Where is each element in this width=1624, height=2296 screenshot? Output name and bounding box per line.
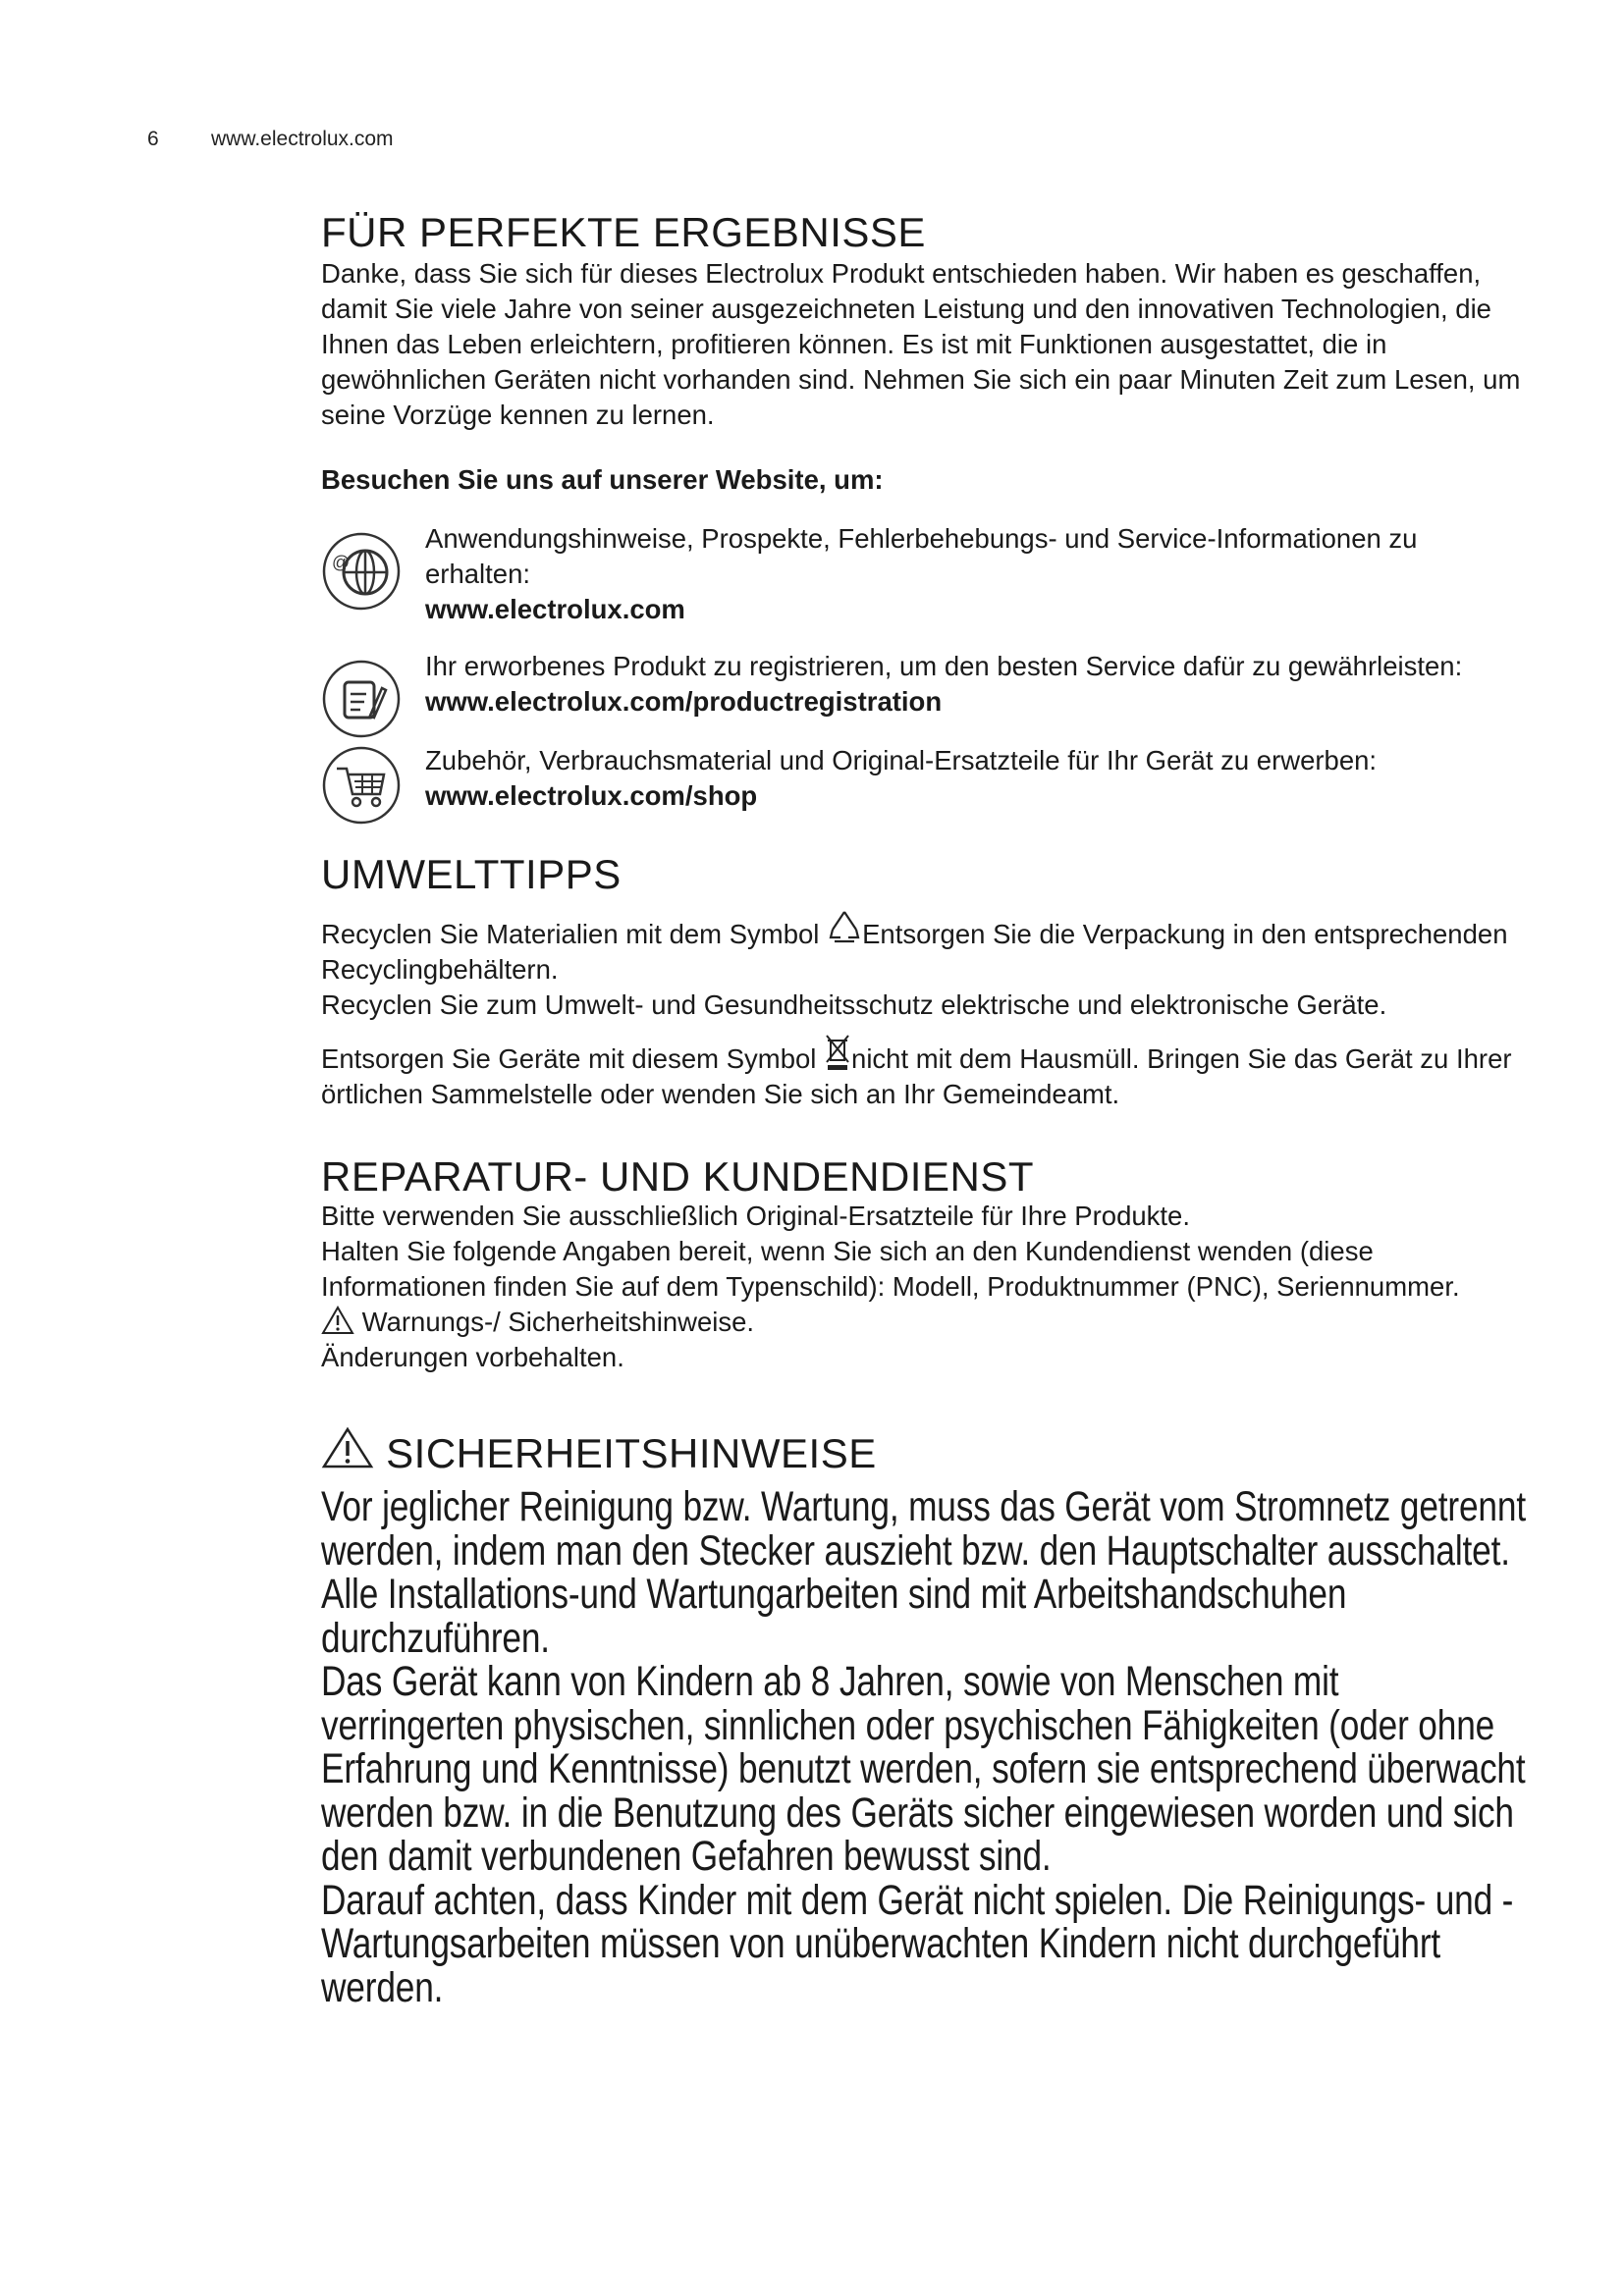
- disposal-instructions: nicht mit dem Hausmüll. Bringen Sie das Gerät zu Ihrer örtlichen Sammelstelle oder wenden Sie sich an Ihr Gemeindeamt.: [321, 1043, 1512, 1109]
- safety-paragraph-1: Vor jeglicher Reinigung bzw. Wartung, muss das Gerät vom Stromnetz getrennt werden, indem man den Stecker auszieht bzw. den Hauptschalter ausschaltet.: [321, 1483, 1526, 1575]
- item-text: Anwendungshinweise, Prospekte, Fehlerbehebungs- und Service-Informationen zu erhalten:: [425, 523, 1418, 589]
- disposal-text: Entsorgen Sie Geräte mit diesem Symbol: [321, 1043, 817, 1074]
- service-line-2: Halten Sie folgende Angaben bereit, wenn Sie sich an den Kundendienst wenden (diese Informationen finden Sie auf dem Typenschild): Modell, Produktnummer (PNC), Seriennummer.: [321, 1236, 1460, 1302]
- warning-triangle-icon: [321, 1426, 374, 1469]
- item-text: Zubehör, Verbrauchsmaterial und Original-Ersatzteile für Ihr Gerät zu erwerben:: [425, 745, 1378, 775]
- packaging-text: Entsorgen Sie die Verpackung in den entsprechenden Recyclingbehältern.: [321, 919, 1508, 985]
- registration-form-icon: [321, 659, 402, 739]
- warning-triangle-icon: [321, 1306, 354, 1335]
- visit-heading: Besuchen Sie uns auf unserer Website, um:: [321, 464, 884, 495]
- recycling-icon: [827, 908, 862, 947]
- safety-title-text: SICHERHEITSHINWEISE: [386, 1430, 877, 1476]
- section-results: [321, 211, 1529, 814]
- website-item-registration: [321, 649, 1529, 720]
- recycle-text: Recyclen Sie Materialien mit dem Symbol: [321, 919, 820, 949]
- section-title-safety: [321, 1426, 1529, 1475]
- page-number: 6: [147, 128, 159, 150]
- intro-text: Danke, dass Sie sich für dieses Electrolux Produkt entschieden haben. Wir haben es geschaffen, damit Sie viele Jahre von seiner ausgezeichneten Leistung und den innovativen Technologien, die Ihnen das Leben erleichtern, profitieren können. Es ist mit Funktionen ausgestattet, die in gewöhnlichen Geräten nicht vorhanden sind. Nehmen Sie sich ein paar Minuten Zeit zum Lesen, um seine Vorzüge kennen zu lernen.: [321, 258, 1521, 430]
- section-title-environment: UMWELTTIPPS: [321, 851, 622, 897]
- item-link[interactable]: www.electrolux.com/shop: [425, 780, 758, 811]
- page-header: [147, 128, 394, 151]
- safety-paragraph-2: Alle Installations-und Wartungarbeiten sind mit Arbeitshandschuhen durchzuführen.: [321, 1571, 1347, 1662]
- safety-paragraph-3: Das Gerät kann von Kindern ab 8 Jahren, sowie von Menschen mit verringerten physischen, sinnlichen oder psychischen Fähigkeiten (oder ohne Erfahrung und Kenntnisse) benutzt werden, sofern sie entsprechend überwacht werden bzw. in die Benutzung des Geräts sicher eingewiesen worden und sich den damit verbundenen Gefahren bewusst sind.: [321, 1658, 1526, 1880]
- item-link[interactable]: www.electrolux.com: [425, 594, 685, 624]
- section-title-results: FÜR PERFEKTE ERGEBNISSE: [321, 209, 926, 255]
- main-content: [321, 211, 1529, 2009]
- crossed-bin-icon: [824, 1033, 851, 1072]
- shopping-cart-icon: [321, 745, 402, 826]
- service-line-1: Bitte verwenden Sie ausschließlich Original-Ersatzteile für Ihre Produkte.: [321, 1201, 1190, 1231]
- header-website: www.electrolux.com: [211, 128, 394, 150]
- warning-note: [321, 1305, 1529, 1340]
- website-item-support: [321, 521, 1529, 627]
- environment-paragraph-3: [321, 1033, 1529, 1112]
- section-service: [321, 1155, 1529, 1375]
- changes-note: Änderungen vorbehalten.: [321, 1342, 624, 1372]
- environment-paragraph-1: [321, 908, 1529, 988]
- globe-at-icon: [321, 531, 402, 612]
- warning-text: Warnungs-/ Sicherheitshinweise.: [361, 1307, 755, 1337]
- svg-text:@: @: [332, 553, 351, 572]
- item-link[interactable]: www.electrolux.com/productregistration: [425, 686, 943, 717]
- safety-paragraph-4: Darauf achten, dass Kinder mit dem Gerät nicht spielen. Die Reinigungs- und -Wartungsarbeiten müssen von unüberwachten Kindern nicht durchgeführt werden.: [321, 1876, 1514, 2011]
- item-text: Ihr erworbenes Produkt zu registrieren, um den besten Service dafür zu gewährleisten:: [425, 651, 1463, 681]
- website-item-shop: [321, 743, 1529, 814]
- section-safety: [321, 1426, 1529, 2009]
- section-title-service: REPARATUR- UND KUNDENDIENST: [321, 1153, 1034, 1200]
- environment-paragraph-2: Recyclen Sie zum Umwelt- und Gesundheitsschutz elektrische und elektronische Geräte.: [321, 989, 1387, 1020]
- section-environment: [321, 853, 1529, 1112]
- safety-text: [321, 1485, 1529, 2009]
